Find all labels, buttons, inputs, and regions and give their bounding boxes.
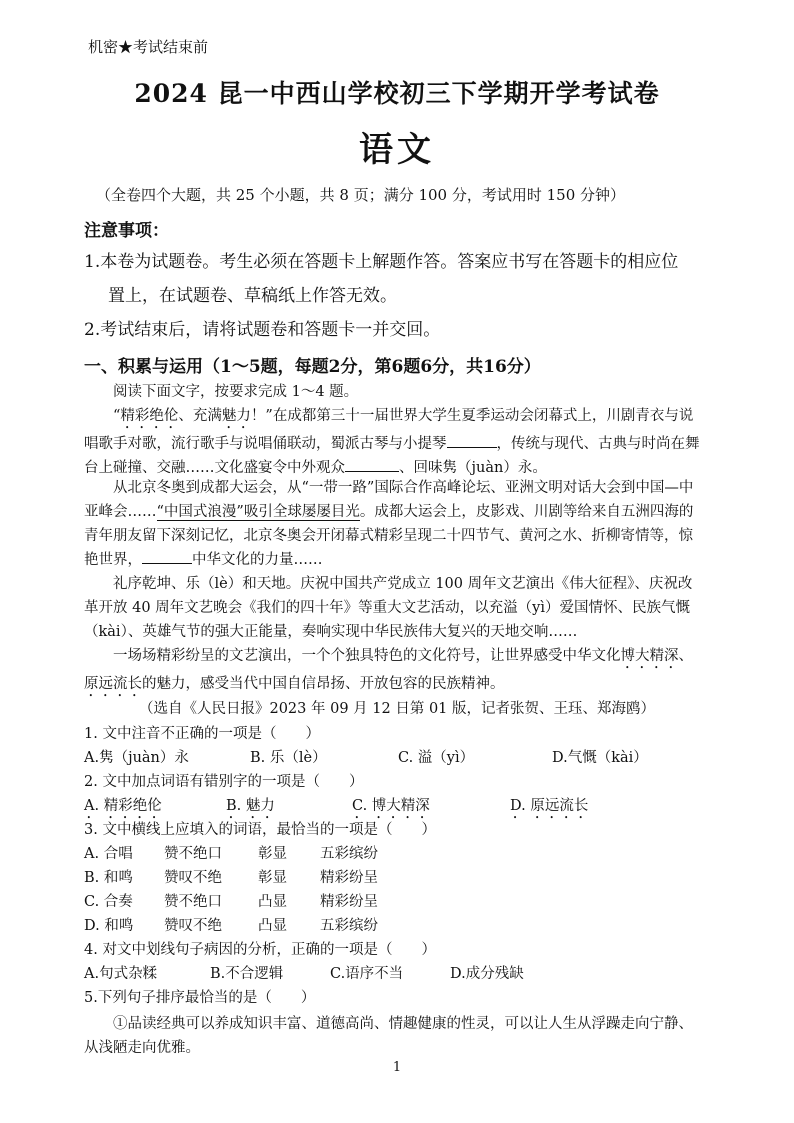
dotted-word-2: 魅力 (221, 408, 251, 424)
page-number: 1 (392, 1060, 402, 1075)
dotted-word-3: 博大精深 (620, 648, 679, 664)
question-5-sentence-1: ①品读经典可以养成知识丰富、道德高尚、情趣健康的性灵，可以让人生从浮躁走向宁静、从浅陋走向优雅。 (84, 1016, 693, 1056)
notice-heading: 注意事项： (84, 221, 169, 241)
passage-paragraph-3: 礼序乾坤、乐（lè）和天地。庆祝中国共产党成立 100 周年文艺演出《伟大征程》、庆祝改革开放 40 周年文艺晚会《我们的四十年》等重大文艺活动，以充溢（yì）爱国情怀、民族气慨（kài）、英雄气节的强大正能量，奏响实现中华民族伟大复兴的天地交响…… (84, 576, 693, 640)
passage-paragraph-4: 一场场精彩纷呈的文艺演出，一个个独具特色的文化符号，让世界感受中华文化博大精深、原远流长的魅力，感受当代中国自信昂扬、开放包容的民族精神。 (84, 648, 693, 692)
notice-item-2: 2.考试结束后，请将试题卷和答题卡一并交回。 (84, 320, 441, 340)
q4-option-c: C.语序不当 (330, 966, 404, 982)
question-5-stem: 5.下列句子排序最恰当的是（ ） (84, 990, 316, 1006)
underlined-sentence: “中国式浪漫”吸引全球屡屡目光 (156, 504, 360, 520)
exam-scope: （全卷四个大题，共 25 个小题，共 8 页；满分 100 分，考试用时 150 分钟） (96, 186, 626, 204)
confidential-label: 机密★考试结束前 (88, 38, 209, 56)
q1-option-b: B. 乐（lè） (250, 750, 327, 766)
q1-option-c: C. 溢（yì） (398, 750, 475, 766)
question-2-stem: 2. 文中加点词语有错别字的一项是（ ） (84, 774, 364, 790)
passage-intro: 阅读下面文字，按要求完成 1～4 题。 (113, 384, 359, 400)
passage-paragraph-1: “精彩绝伦、充满魅力！”在成都第三十一届世界大学生夏季运动会闭幕式上，川剧青衣与说唱歌手对歌，流行歌手与说唱俑联动，蜀派古琴与小提琴 ，传统与现代、古典与时尚在舞台上碰撞、交融……文化盛宴令中外观众 、回味隽（juàn）永。 (84, 408, 700, 476)
q2-option-d: D. 原远流长 (510, 798, 589, 814)
q4-option-a: A.句式杂糅 (84, 966, 158, 982)
q2-option-a: A. 精彩绝伦 (84, 798, 162, 814)
dotted-word-1: 精彩绝伦 (120, 408, 179, 424)
section-1-heading: 一、积累与运用（1～5题，每题2分，第6题6分，共16分） (84, 357, 541, 377)
dotted-word-4: 原远流长 (84, 676, 142, 692)
q1-option-d: D.气慨（kài） (552, 750, 648, 766)
question-3-stem: 3. 文中横线上应填入的词语，最恰当的一项是（ ） (84, 822, 436, 838)
passage-source: （选自《人民日报》2023 年 09 月 12 日第 01 版，记者张贺、王珏、郑海鸥） (138, 701, 655, 717)
passage-paragraph-2: 从北京冬奥到成都大运会，从“一带一路”国际合作高峰论坛、亚洲文明对话大会到中国—中亚峰会……“中国式浪漫”吸引全球屡屡目光。成都大运会上，皮影戏、川剧等给来自五洲四海的青年朋友留下深刻记忆，北京冬奥会开闭幕式精彩呈现二十四节气、黄河之水、折柳寄情等，惊艳世界， 中华文化的力量…… (84, 480, 694, 568)
q2-option-c: C. 博大精深 (352, 798, 430, 814)
question-1-stem: 1. 文中注音不正确的一项是（ ） (84, 726, 320, 742)
notice-item-1-line-1: 1.本卷为试题卷。考生必须在答题卡上解题作答。答案应书写在答题卡的相应位 (84, 252, 679, 272)
q4-option-b: B.不合逻辑 (210, 966, 284, 982)
q4-option-d: D.成分残缺 (450, 966, 524, 982)
q1-option-a: A.隽（juàn）永 (84, 750, 189, 766)
fill-blank-2 (345, 457, 399, 472)
fill-blank-1 (447, 433, 497, 448)
q2-option-b: B. 魅力 (226, 798, 275, 814)
fill-blank-3 (142, 549, 192, 564)
subject-title: 语文 (359, 130, 435, 170)
question-4-stem: 4. 对文中划线句子病因的分析，正确的一项是（ ） (84, 942, 436, 958)
exam-title: 2024 昆一中西山学校初三下学期开学考试卷 (134, 79, 660, 108)
notice-item-1-line-2: 置上，在试题卷、草稿纸上作答无效。 (108, 286, 397, 306)
exam-page: 机密★考试结束前 2024 昆一中西山学校初三下学期开学考试卷 语文 （全卷四个大题，共 25 个小题，共 8 页；满分 100 分，考试用时 150 分钟） 注意事项： 1.本卷为试题卷。考生必须在答题卡上解题作答。答案应书写在答题卡的相应位 置上，在试题卷、草稿纸上作答无效。 2.考试结束后，请将试题卷和答题卡一并交回。 一、积累与运用（1～5题，每题2分，第6题6分，共16分） 阅读下面文字，按要求完成 1～4 题。 “精彩绝伦、充满魅力！”在成都第三十一届世界大学生夏季运动会闭幕式上，川剧青衣与说唱歌手对歌，流行歌手与说唱俑联动，蜀派古琴与小提琴 ，传统与现代、古典与时尚在舞台上碰撞、交融……文化盛宴令中外观众 、回味隽（juàn）永。 从北京冬奥到成都大运会，从“一带一路”国际合作高峰论坛、亚洲文明对话大会到中国—中亚峰会……“中国式浪漫”吸引全球屡屡目光。成都大运会上，皮影戏、川剧等给来自五洲四海的青年朋友留下深刻记忆，北京冬奥会开闭幕式精彩呈现二十四节气、黄河之水、折柳寄情等，惊艳世界， 中华文化的力量…… 礼序乾坤、乐（lè）和天地。庆祝中国共产党成立 100 周年文艺演出《伟大征程》、庆祝改革开放 40 周年文艺晚会《我们的四十年》等重大文艺活动，以充溢（yì）爱国情怀、民族气慨（kài）、英雄气节的强大正能量，奏响实现中华民族伟大复兴的天地交响…… 一场场精彩纷呈的文艺演出，一个个独具特色的文化符号，让世界感受中华文化博大精深、原远流长的魅力，感受当代中国自信昂扬、开放包容的民族精神。 （选自《人民日报》2023 年 09 月 12 日第 01 版，记者张贺、王珏、郑海鸥） 1. 文中注音不正确的一项是（ ） A.隽（juàn）永 B. 乐（lè） C. 溢（yì） D.气慨（kài） 2. 文中加点词语有错别字的一项是（ ） A. 精彩绝伦 B. 魅力 C. 博大精深 D. 原远流长 3. 文中横线上应填入的词语，最恰当的一项是（ ） A. 合唱 赞不绝口 彰显 五彩缤纷 B. 和鸣 赞叹不绝 彰显 精彩纷呈 C. 合奏 赞不绝口 凸显 精彩纷呈 D. 和鸣 赞叹不绝 凸显 五彩缤纷 4. 对文中划线句子病因的分析，正确的一项是（ ） A.句式杂糅 B.不合逻辑 C.语序不当 D.成分残缺 5.下列句子排序最恰当的是（ ） ①品读经典可以养成知识丰富、道德高尚、情趣健康的性灵，可以让人生从浮躁走向宁静、从浅陋走向优雅。 1 (0, 0, 794, 1123)
